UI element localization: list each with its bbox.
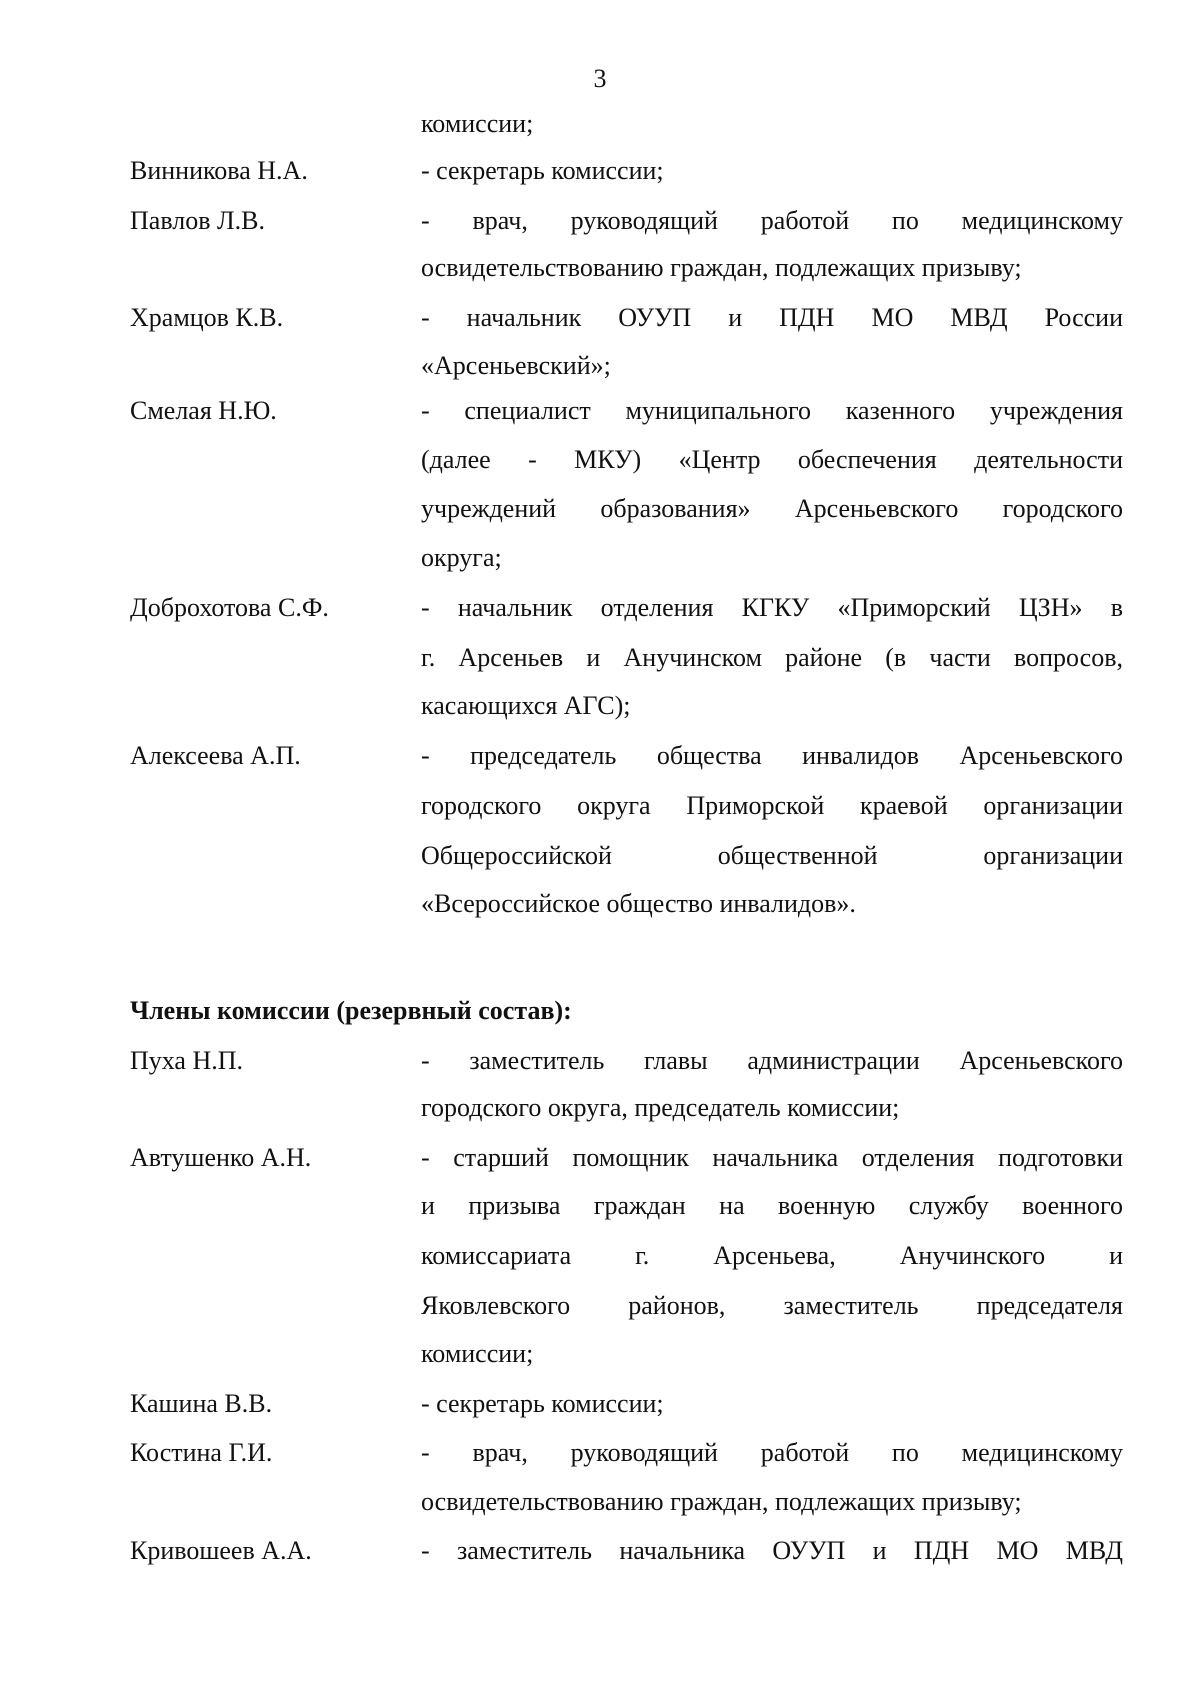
reserve-member-role-line: - старший помощник начальника отделения подготовки: [421, 1143, 1123, 1172]
reserve-member-role-line: - секретарь комиссии;: [421, 1389, 664, 1418]
member-role-line: - начальник отделения КГКУ «Приморский ЦЗН» в: [421, 593, 1123, 622]
page-number: 3: [593, 64, 607, 93]
member-role-line: - секретарь комиссии;: [421, 156, 664, 185]
member-role-line: «Арсеньевский»;: [421, 351, 611, 380]
member-role-line: городского округа Приморской краевой организации: [421, 791, 1123, 820]
member-role-line: - врач, руководящий работой по медицинскому: [421, 206, 1123, 235]
reserve-member-name: Кривошеев А.А.: [130, 1536, 312, 1565]
member-name: Павлов Л.В.: [130, 206, 265, 235]
member-role-line: (далее - МКУ) «Центр обеспечения деятельности: [421, 445, 1123, 474]
member-name: Смелая Н.Ю.: [130, 396, 277, 425]
member-role-line: «Всероссийское общество инвалидов».: [421, 889, 856, 918]
member-role-line: - специалист муниципального казенного учреждения: [421, 396, 1123, 425]
reserve-section-heading: Члены комиссии (резервный состав):: [130, 996, 572, 1025]
reserve-member-name: Кашина В.В.: [130, 1389, 273, 1418]
reserve-member-role-line: городского округа, председатель комиссии;: [421, 1093, 900, 1122]
reserve-member-role-line: комиссии;: [421, 1339, 534, 1368]
member-name: Храмцов К.В.: [130, 303, 284, 332]
member-role-line: касающихся АГС);: [421, 691, 631, 720]
member-role-line: освидетельствованию граждан, подлежащих призыву;: [421, 253, 1022, 282]
reserve-member-name: Костина Г.И.: [130, 1438, 273, 1467]
reserve-member-role-line: и призыва граждан на военную службу военного: [421, 1191, 1123, 1220]
member-name: Доброхотова С.Ф.: [130, 593, 329, 622]
member-role-line: округа;: [421, 543, 502, 572]
member-role-line: - начальник ОУУП и ПДН МО МВД России: [421, 303, 1123, 332]
reserve-member-role-line: - врач, руководящий работой по медицинскому: [421, 1438, 1123, 1467]
member-role-line: г. Арсеньев и Анучинском районе (в части вопросов,: [421, 643, 1123, 672]
reserve-member-role-line: - заместитель главы администрации Арсеньевского: [421, 1046, 1123, 1075]
member-role-line: - председатель общества инвалидов Арсеньевского: [421, 741, 1123, 770]
reserve-member-role-line: освидетельствованию граждан, подлежащих призыву;: [421, 1487, 1022, 1516]
reserve-member-role-line: - заместитель начальника ОУУП и ПДН МО МВД: [421, 1536, 1123, 1565]
reserve-member-role-line: Яковлевского районов, заместитель председателя: [421, 1291, 1123, 1320]
reserve-member-name: Автушенко А.Н.: [130, 1143, 312, 1172]
member-role-line: Общероссийской общественной организации: [421, 841, 1123, 870]
member-name: Винникова Н.А.: [130, 156, 308, 185]
member-name: Алексеева А.П.: [130, 741, 301, 770]
continuation-line: комиссии;: [421, 109, 534, 138]
reserve-member-name: Пуха Н.П.: [130, 1046, 244, 1075]
member-role-line: учреждений образования» Арсеньевского городского: [421, 494, 1123, 523]
reserve-member-role-line: комиссариата г. Арсеньева, Анучинского и: [421, 1241, 1123, 1270]
